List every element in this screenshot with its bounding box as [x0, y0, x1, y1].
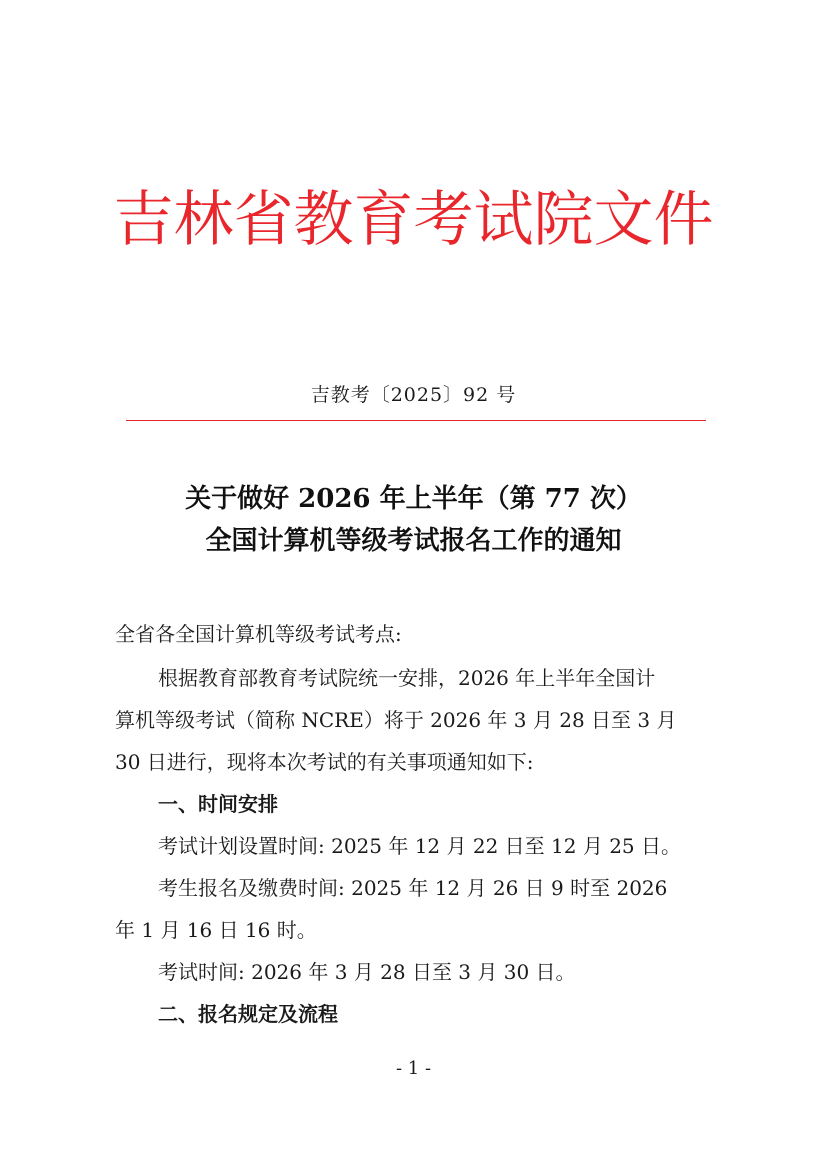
page-number: - 1 -: [395, 1058, 432, 1079]
paragraph-1-line-1: 根据教育部教育考试院统一安排，2026 年上半年全国计: [158, 666, 656, 690]
paragraph-1-line-2: 算机等级考试（简称 NCRE）将于 2026 年 3 月 28 日至 3 月: [115, 708, 677, 732]
notice-title-line-1: 关于做好 2026 年上半年（第 77 次）: [185, 484, 642, 514]
issuer-header-title: 吉林省教育考试院文件: [113, 185, 714, 255]
section-2-heading: 二、报名规定及流程: [158, 1002, 338, 1026]
notice-title: [0, 478, 827, 562]
registration-time-line-2: 年 1 月 16 日 16 时。: [115, 918, 317, 942]
exam-time: 考试时间: 2026 年 3 月 28 日至 3 月 30 日。: [158, 960, 576, 984]
paragraph-1-line-3: 30 日进行，现将本次考试的有关事项通知如下:: [115, 750, 534, 774]
section-1-heading: 一、时间安排: [158, 792, 278, 816]
red-divider-line: [126, 420, 706, 421]
notice-title-line-2: 全国计算机等级考试报名工作的通知: [205, 526, 622, 556]
plan-setup-time: 考试计划设置时间: 2025 年 12 月 22 日至 12 月 25 日。: [158, 834, 682, 858]
registration-time-line-1: 考生报名及缴费时间: 2025 年 12 月 26 日 9 时至 2026: [158, 876, 668, 900]
document-number: 吉教考〔2025〕92 号: [310, 384, 517, 406]
addressee: 全省各全国计算机等级考试考点:: [115, 622, 402, 646]
